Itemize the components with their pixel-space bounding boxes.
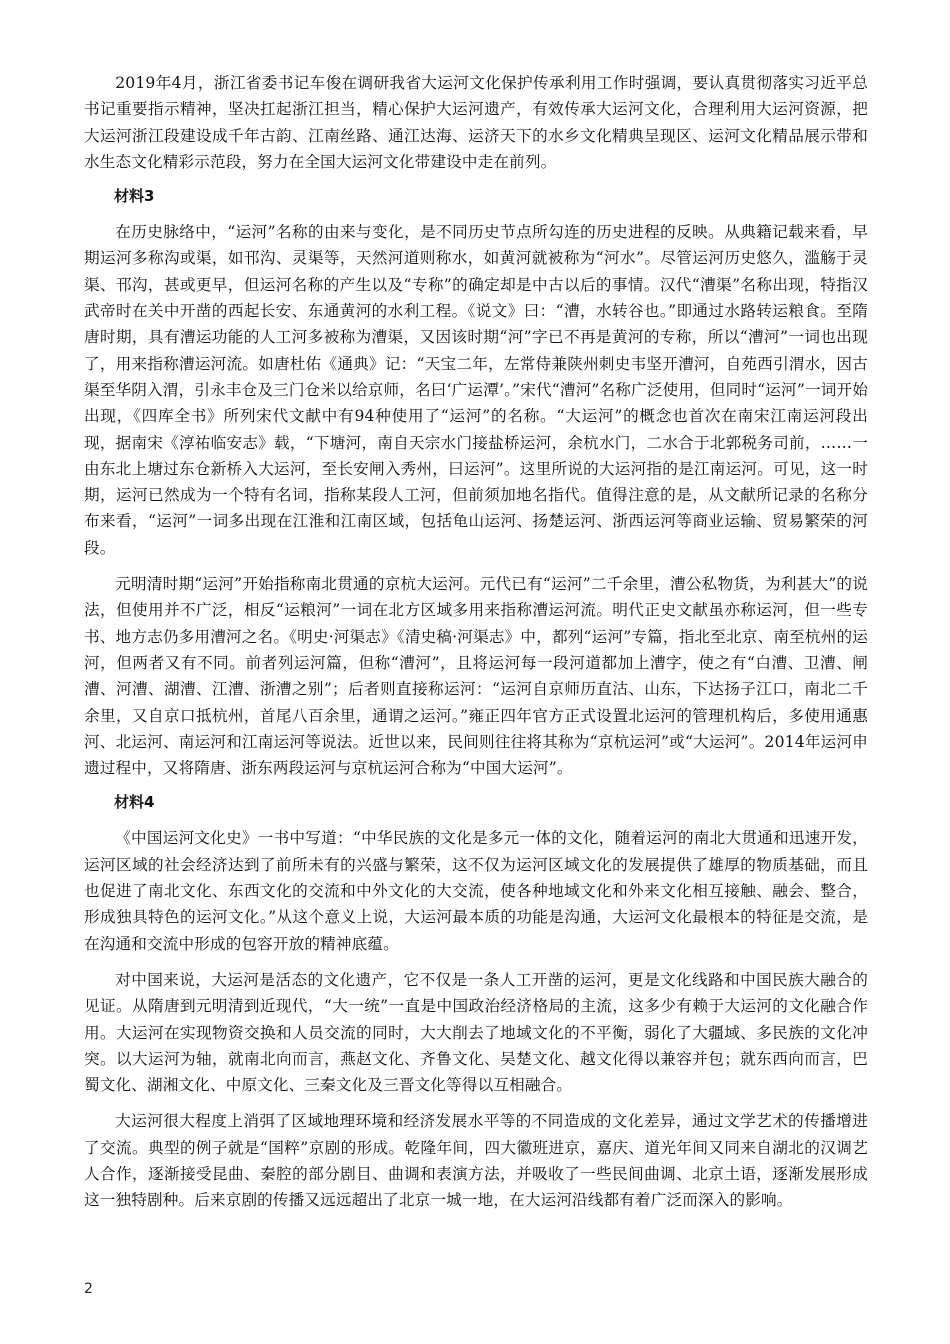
page-number: 2 — [84, 1281, 93, 1297]
material-4-paragraph-1: 《中国运河文化史》一书中写道：“中华民族的文化是多元一体的文化，随着运河的南北大贯通和迅速开发，运河区域的社会经济达到了前所未有的兴盛与繁荣，这不仅为运河区域文化的发展提供了雄厚的物质基础，而且也促进了南北文化、东西文化的交流和中外文化的大交流，使各种地域文化和外来文化相互接触、融会、整合，形成独具特色的运河文化。”从这个意义上说，大运河最本质的功能是沟通，大运河文化最根本的特征是交流，是在沟通和交流中形成的包容开放的精神底蕴。 — [84, 829, 868, 953]
intro-paragraph: 2019年4月，浙江省委书记车俊在调研我省大运河文化保护传承利用工作时强调，要认真贯彻落实习近平总书记重要指示精神，坚决扛起浙江担当，精心保护大运河遗产，有效传承大运河文化，合理利用大运河资源，把大运河浙江段建设成千年古韵、江南丝路、通江达海、运济天下的水乡文化精典呈现区、运河文化精品展示带和水生态文化精彩示范段，努力在全国大运河文化带建设中走在前列。 — [84, 74, 868, 171]
material-3-paragraph-2: 元明清时期“运河”开始指称南北贯通的京杭大运河。元代已有“运河”二千余里，漕公私物货，为利甚大”的说法，但使用并不广泛，相反“运粮河”一词在北方区域多用来指称漕运河流。明代正史文献虽亦称运河，但一些专书、地方志仍多用漕河之名。《明史·河渠志》《清史稿·河渠志》中，都列“运河”专篇，指北至北京、南至杭州的运河，但两者又有不同。前者列运河篇，但称“漕河”，且将运河每一段河道都加上漕字，使之有“白漕、卫漕、闸漕、河漕、湖漕、江漕、浙漕之别”；后者则直接称运河：“运河自京师历直沽、山东，下达扬子江口，南北二千余里，又自京口抵杭州，首尾八百余里，通谓之运河。”雍正四年官方正式设置北运河的管理机构后，多使用通惠河、北运河、南运河和江南运河等说法。近世以来，民间则往往将其称为“京杭运河”或“大运河”。2014年运河申遗过程中，又将隋唐、浙东两段运河与京杭运河合称为“中国大运河”。 — [84, 575, 868, 778]
material-4-paragraph-3: 大运河很大程度上消弭了区域地理环境和经济发展水平等的不同造成的文化差异，通过文学艺术的传播增进了交流。典型的例子就是“国粹”京剧的形成。乾隆年间，四大徽班进京，嘉庆、道光年间又同来自湖北的汉调艺人合作，逐渐接受昆曲、秦腔的部分剧目、曲调和表演方法，并吸收了一些民间曲调、北京土语，逐渐发展形成这一独特剧种。后来京剧的传播又远远超出了北京一城一地，在大运河沿线都有着广泛而深入的影响。 — [84, 1112, 868, 1210]
document-page — [84, 70, 868, 1224]
material-3-heading: 材料3 — [114, 187, 155, 206]
material-4-paragraph-2: 对中国来说，大运河是活态的文化遗产，它不仅是一条人工开凿的运河，更是文化线路和中国民族大融合的见证。从隋唐到元明清到近现代，“大一统”一直是中国政治经济格局的主流，这多少有赖于大运河的文化融合作用。大运河在实现物资交换和人员交流的同时，大大削去了地域文化的不平衡，弱化了大疆域、多民族的文化冲突。以大运河为轴，就南北向而言，燕赵文化、齐鲁文化、吴楚文化、越文化得以兼容并包；就东西向而言，巴蜀文化、湖湘文化、中原文化、三秦文化及三晋文化等得以互相融合。 — [84, 970, 868, 1095]
material-3-paragraph-1: 在历史脉络中，“运河”名称的由来与变化，是不同历史节点所勾连的历史进程的反映。从典籍记载来看，早期运河多称沟或渠，如邗沟、灵渠等，天然河道则称水，如黄河就被称为“河水”。尽管运河历史悠久，滥觞于灵渠、邗沟，甚或更早，但运河名称的产生以及“专称”的确定却是中古以后的事情。汉代“漕渠”名称出现，特指汉武帝时在关中开凿的西起长安、东通黄河的水利工程。《说文》曰：“漕，水转谷也。”即通过水路转运粮食。至隋唐时期，具有漕运功能的人工河多被称为漕渠，又因该时期“河”字已不再是黄河的专称，所以“漕河”一词也出现了，用来指称漕运河流。如唐杜佑《通典》记：“天宝二年，左常侍兼陕州刺史韦坚开漕河，自苑西引渭水，因古渠至华阴入渭，引永丰仓及三门仓米以给京师，名曰‘广运潭’。”宋代“漕河”名称广泛使用，但同时“运河”一词开始出现，《四库全书》所列宋代文献中有94种使用了“运河”的名称。“大运河”的概念也首次在南宋江南运河段出现，据南宋《淳祐临安志》载，“下塘河，南自天宗水门接盐桥运河，余杭水门，二水合于北郭税务司前，……一由东北上塘过东仓新桥入大运河，至长安闸入秀州，曰运河”。这里所说的大运河指的是江南运河。可见，这一时期，运河已然成为一个特有名词，指称某段人工河，但前须加地名指代。值得注意的是，从文献所记录的名称分布来看，“运河”一词多出现在江淮和江南区域，包括龟山运河、扬楚运河、浙西运河等商业运输、贸易繁荣的河段。 — [84, 223, 868, 557]
material-4-heading: 材料4 — [114, 793, 155, 812]
